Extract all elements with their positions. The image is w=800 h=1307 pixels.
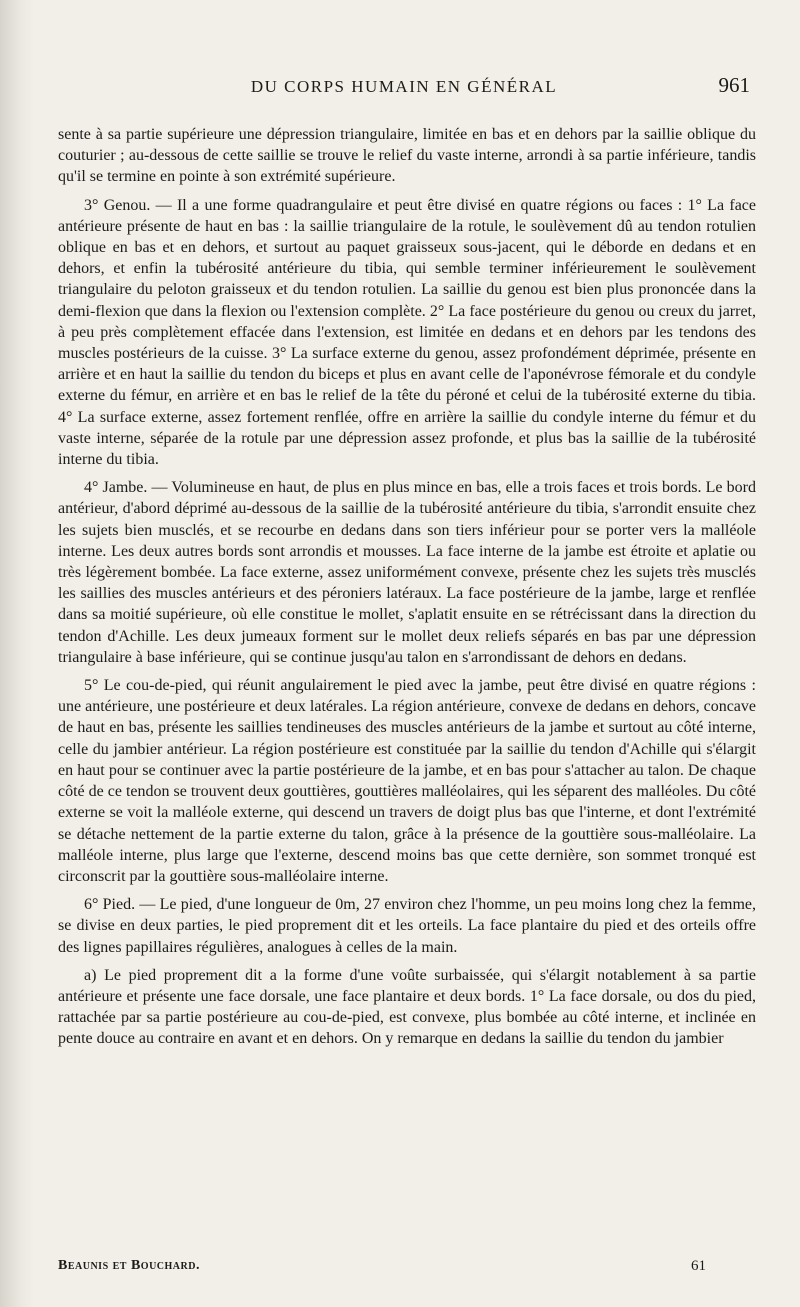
footer-signature: 61 (691, 1258, 706, 1274)
page-body (58, 124, 756, 1057)
footer-authors: Beaunis et Bouchard. (58, 1258, 200, 1273)
paragraph-genou: 3° Genou. — Il a une forme quadrangulaire et peut être divisé en quatre régions ou faces : 1° La face antérieure présente de haut en bas : la saillie triangulaire de la rotule, le soulèvement dû au tendon rotulien oblique en bas et en dehors, et surtout au paquet graisseux sous-jacent, qui le déborde en dedans et en dehors, et enfin la tubérosité antérieure du tibia, qui semble terminer inférieurement le soulèvement triangulaire du peloton graisseux et du tendon rotulien. La saillie du genou est bien plus prononcée dans la demi-flexion que dans la flexion ou l'extension complète. 2° La face postérieure du genou ou creux du jarret, à peu près complètement effacée dans l'extension, est limitée en dedans et en dehors par les tendons des muscles postérieurs de la cuisse. 3° La surface externe du genou, assez profondément déprimée, présente en arrière et en haut la saillie du tendon du biceps et plus en avant celle de l'aponévrose fémorale et du condyle externe du fémur, en arrière et en bas le relief de la tête du péroné et celui de la tubérosité externe du tibia. 4° La surface externe, assez fortement renflée, offre en arrière la saillie du condyle interne du fémur et du vaste interne, séparée de la rotule par une dépression assez profonde, et plus bas la saillie de la tubérosité interne du tibia. (58, 196, 756, 469)
paragraph-continuation: sente à sa partie supérieure une dépression triangulaire, limitée en bas et en dehors par la saillie oblique du couturier ; au-dessous de cette saillie se trouve le relief du vaste interne, arrondi à sa partie inférieure, tandis qu'il se termine en pointe à son extrémité supérieure. (58, 126, 756, 186)
paragraph-jambe: 4° Jambe. — Volumineuse en haut, de plus en plus mince en bas, elle a trois faces et trois bords. Le bord antérieur, d'abord déprimé au-dessous de la saillie de la tubérosité antérieure du tibia, s'arrondit ensuite chez les sujets bien musclés, et se recourbe en dedans dans son tiers inférieur pour se porter vers la malléole interne. Les deux autres bords sont arrondis et mousses. La face interne de la jambe est étroite et aplatie ou très légèrement bombée. La face externe, assez uniformément convexe, présente chez les sujets très musclés les saillies des muscles antérieurs et des péroniers latéraux. La face postérieure de la jambe, large et renflée dans sa moitié supérieure, où elle constitue le mollet, s'aplatit ensuite en se rétrécissant dans la direction du tendon d'Achille. Les deux jumeaux forment sur le mollet deux reliefs séparés en bas par une dépression triangulaire à base inférieure, qui se continue jusqu'au talon en s'arrondissant de dehors en dedans. (58, 479, 756, 666)
paragraph-cou-de-pied: 5° Le cou-de-pied, qui réunit angulairement le pied avec la jambe, peut être divisé en quatre régions : une antérieure, une postérieure et deux latérales. La région antérieure, convexe de dedans en dehors, concave de haut en bas, présente les saillies tendineuses des muscles antérieurs de la jambe et surtout au côté interne, celle du jambier antérieur. La région postérieure est constituée par la saillie du tendon d'Achille qui s'élargit en haut pour se continuer avec la partie postérieure de la jambe, et en bas pour s'attacher au talon. De chaque côté de ce tendon se trouvent deux gouttières, gouttières malléolaires, qui les séparent des malléoles. Du côté externe se voit la malléole externe, qui descend un travers de doigt plus bas que l'interne, et dont l'extrémité se détache nettement de la partie externe du talon, grâce à la présence de la gouttière sous-malléolaire. La malléole interne, plus large que l'externe, descend moins bas que cette dernière, son sommet tronqué est circonscrit par la gouttière sous-malléolaire interne. (58, 677, 756, 885)
page-number: 961 (718, 73, 750, 97)
paragraph-pied-proprement-dit: a) Le pied proprement dit a la forme d'une voûte surbaissée, qui s'élargit notablement à sa partie antérieure et présente une face dorsale, une face plantaire et deux bords. 1° La face dorsale, ou dos du pied, rattachée par sa partie postérieure au cou-de-pied, est convexe, plus bombée au côté interne, et inclinée en pente douce au contraire en avant et en dehors. On y remarque en dedans la saillie du tendon du jambier (58, 966, 756, 1048)
running-title: DU CORPS HUMAIN EN GÉNÉRAL (250, 77, 558, 96)
page-header (58, 73, 750, 103)
paragraph-pied: 6° Pied. — Le pied, d'une longueur de 0m, 27 environ chez l'homme, un peu moins long chez la femme, se divise en deux parties, le pied proprement dit et les orteils. La face plantaire du pied et des orteils offre des lignes papillaires régulières, analogues à celles de la main. (58, 896, 756, 956)
page-gutter-shadow (0, 0, 34, 1307)
